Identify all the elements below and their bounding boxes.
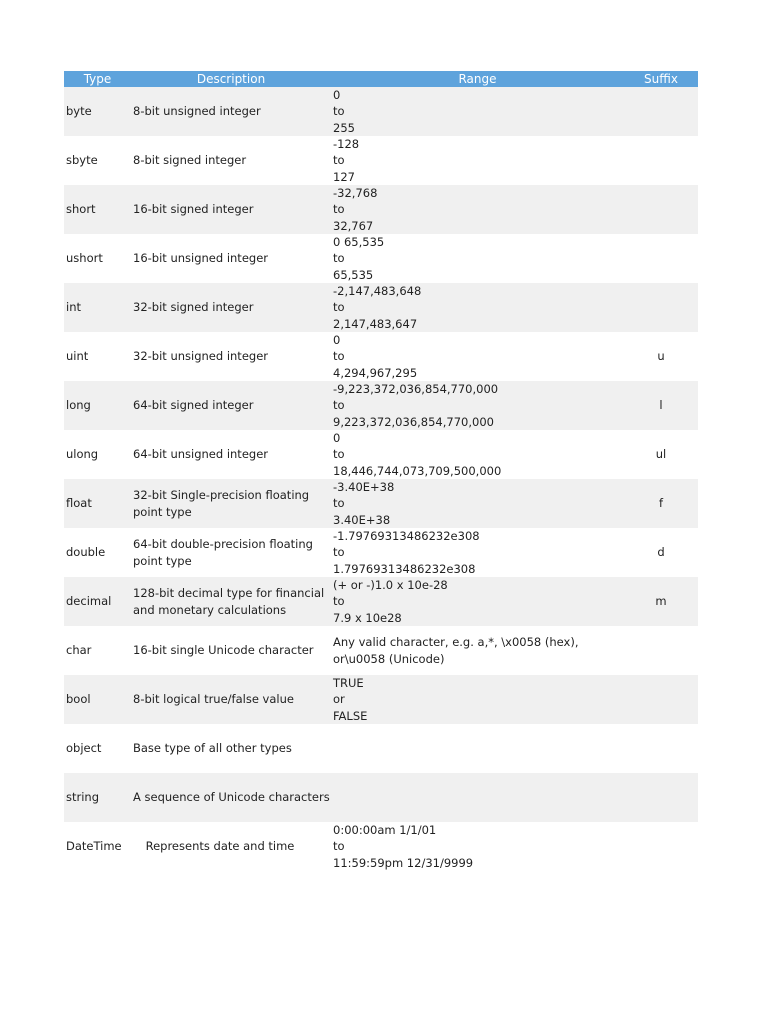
- cell-range: [331, 381, 624, 430]
- cell-description: 32-bit signed integer: [133, 300, 254, 315]
- cell-range: [331, 87, 624, 136]
- range-line: to: [333, 153, 345, 168]
- range-line: to: [333, 447, 345, 462]
- cell-type: object: [66, 741, 102, 756]
- cell-description: 16-bit single Unicode character: [133, 643, 314, 658]
- header-range: Range: [458, 72, 497, 86]
- cell-type: double: [66, 545, 106, 560]
- range-line: -128: [333, 137, 360, 152]
- cell-suffix: [624, 626, 698, 675]
- table-row: [64, 381, 698, 430]
- cell-range: [331, 675, 624, 724]
- cell-type: ushort: [66, 251, 103, 266]
- cell-range: [331, 528, 624, 577]
- range-line: 65,535: [333, 267, 374, 282]
- range-line: Any valid character, e.g. a,*, \x0058 (hex), or\u0058 (Unicode): [333, 635, 579, 666]
- range-line: to: [333, 594, 345, 609]
- cell-description: 64-bit signed integer: [133, 398, 254, 413]
- range-line: 4,294,967,295: [333, 365, 418, 380]
- cell-type: decimal: [66, 594, 112, 609]
- header-suffix: Suffix: [644, 72, 678, 86]
- range-line: to: [333, 349, 345, 364]
- table-row: [64, 283, 698, 332]
- cell-description: 16-bit unsigned integer: [133, 251, 268, 266]
- table-row: [64, 430, 698, 479]
- range-line: -3.40E+38: [333, 480, 395, 495]
- range-line: 32,767: [333, 218, 374, 233]
- cell-suffix: [624, 136, 698, 185]
- cell-suffix: ul: [655, 447, 667, 462]
- cell-range: [331, 185, 624, 234]
- cell-suffix: [624, 675, 698, 724]
- cell-range: [331, 773, 624, 822]
- range-line: to: [333, 545, 345, 560]
- cell-type: char: [66, 643, 92, 658]
- cell-description: Represents date and time: [145, 839, 295, 854]
- range-line: to: [333, 202, 345, 217]
- cell-description: 32-bit Single-precision floating point type: [133, 488, 310, 519]
- range-line: -2,147,483,648: [333, 284, 422, 299]
- table-row: [64, 479, 698, 528]
- cell-type: sbyte: [66, 153, 98, 168]
- range-line: 18,446,744,073,709,500,000: [333, 463, 502, 478]
- range-line: -1.79769313486232e308: [333, 529, 480, 544]
- cell-suffix: [624, 87, 698, 136]
- range-line: 0 65,535: [333, 235, 385, 250]
- table-row: [64, 577, 698, 626]
- cell-range: [331, 332, 624, 381]
- cell-type: short: [66, 202, 96, 217]
- range-line: 255: [333, 120, 355, 135]
- range-line: to: [333, 300, 345, 315]
- table-row: [64, 822, 698, 871]
- cell-type: long: [66, 398, 91, 413]
- range-line: 0: [333, 333, 341, 348]
- cell-suffix: d: [657, 545, 665, 560]
- range-line: FALSE: [333, 708, 368, 723]
- cell-range: [331, 577, 624, 626]
- cell-type: ulong: [66, 447, 99, 462]
- cell-description: 8-bit signed integer: [133, 153, 247, 168]
- table-row: [64, 675, 698, 724]
- range-line: 3.40E+38: [333, 512, 391, 527]
- cell-type: int: [66, 300, 81, 315]
- cell-range: [331, 283, 624, 332]
- table-body: [64, 87, 698, 871]
- range-line: 11:59:59pm 12/31/9999: [333, 855, 474, 870]
- table-row: [64, 724, 698, 773]
- cell-range: [331, 479, 624, 528]
- cell-range: [331, 626, 624, 675]
- range-line: 127: [333, 169, 355, 184]
- cell-range: [331, 136, 624, 185]
- cell-suffix: m: [655, 594, 667, 609]
- header-description: Description: [196, 72, 266, 86]
- table-row: [64, 87, 698, 136]
- range-line: or: [333, 692, 345, 707]
- table-row: [64, 528, 698, 577]
- cell-range: [331, 234, 624, 283]
- range-line: -9,223,372,036,854,770,000: [333, 382, 499, 397]
- cell-description: 128-bit decimal type for financial and monetary calculations: [133, 586, 325, 617]
- range-line: (+ or -)1.0 x 10e-28: [333, 578, 448, 593]
- cell-range: [331, 724, 624, 773]
- cell-description: 8-bit unsigned integer: [133, 104, 261, 119]
- range-line: 7.9 x 10e28: [333, 610, 402, 625]
- range-line: to: [333, 251, 345, 266]
- range-line: 9,223,372,036,854,770,000: [333, 414, 494, 429]
- cell-type: string: [66, 790, 100, 805]
- cell-description: 32-bit unsigned integer: [133, 349, 268, 364]
- cell-suffix: f: [658, 496, 664, 511]
- table-header: [64, 71, 698, 87]
- cell-suffix: [624, 724, 698, 773]
- range-line: 2,147,483,647: [333, 316, 418, 331]
- cell-range: [331, 822, 624, 871]
- range-line: 0:00:00am 1/1/01: [333, 823, 437, 838]
- header-type: Type: [83, 72, 112, 86]
- table-row: [64, 773, 698, 822]
- cell-description: 8-bit logical true/false value: [133, 692, 294, 707]
- range-line: to: [333, 496, 345, 511]
- cell-suffix: l: [659, 398, 663, 413]
- cell-suffix: [624, 283, 698, 332]
- cell-range: [331, 430, 624, 479]
- cell-type: uint: [66, 349, 89, 364]
- range-line: to: [333, 398, 345, 413]
- cell-suffix: [624, 773, 698, 822]
- table-row: [64, 185, 698, 234]
- table-row: [64, 626, 698, 675]
- range-line: to: [333, 104, 345, 119]
- table-row: [64, 332, 698, 381]
- range-line: TRUE: [333, 676, 364, 691]
- cell-suffix: [624, 185, 698, 234]
- range-line: 1.79769313486232e308: [333, 561, 476, 576]
- cell-suffix: [624, 234, 698, 283]
- cell-suffix: [624, 822, 698, 871]
- table-row: [64, 136, 698, 185]
- range-line: -32,768: [333, 186, 378, 201]
- cell-type: DateTime: [66, 839, 122, 854]
- cell-description: Base type of all other types: [133, 741, 292, 756]
- range-line: 0: [333, 88, 341, 103]
- cell-description: A sequence of Unicode characters: [133, 790, 330, 805]
- range-line: 0: [333, 431, 341, 446]
- data-types-table: [64, 71, 698, 871]
- table-row: [64, 234, 698, 283]
- cell-type: bool: [66, 692, 91, 707]
- range-line: to: [333, 839, 345, 854]
- cell-suffix: u: [657, 349, 665, 364]
- cell-description: 16-bit signed integer: [133, 202, 254, 217]
- cell-type: byte: [66, 104, 92, 119]
- cell-description: 64-bit double-precision floating point type: [133, 537, 313, 568]
- cell-type: float: [66, 496, 92, 511]
- cell-description: 64-bit unsigned integer: [133, 447, 268, 462]
